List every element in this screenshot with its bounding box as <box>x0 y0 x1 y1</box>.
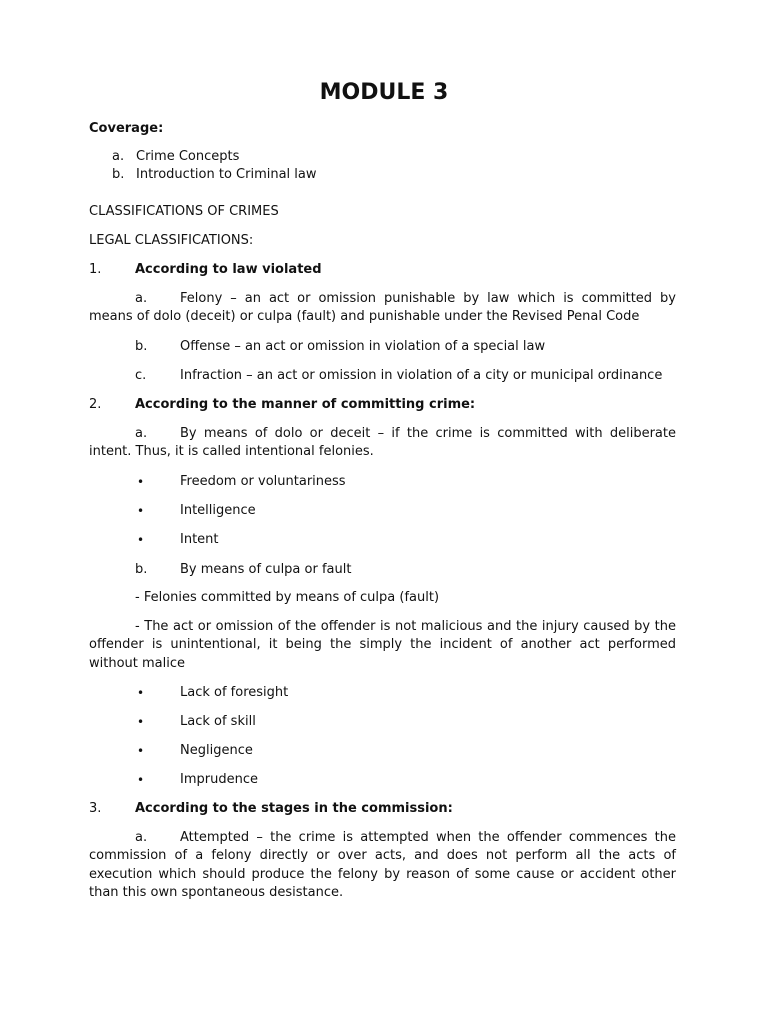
coverage-item-a: Crime Concepts <box>136 149 240 164</box>
s2-bullet-a-2: Intent <box>180 532 219 547</box>
s2-b-marker: b. <box>135 562 148 577</box>
bullet-icon: • <box>137 686 145 700</box>
s1-c-marker: c. <box>135 368 147 383</box>
s2-a-marker: a. <box>135 426 148 441</box>
section-heading-legal: LEGAL CLASSIFICATIONS: <box>89 233 254 248</box>
section-heading-classifications: CLASSIFICATIONS OF CRIMES <box>89 204 279 219</box>
s2-bullet-b-1: Lack of skill <box>180 714 256 729</box>
s3-title: According to the stages in the commission: <box>135 801 453 816</box>
s2-bullet-b-3: Imprudence <box>180 772 258 787</box>
s2-note-1: - Felonies committed by means of culpa (fault) <box>135 590 440 605</box>
coverage-item-marker-b: b. <box>112 167 125 182</box>
s1-item-a <box>89 290 676 327</box>
bullet-icon: • <box>137 533 145 547</box>
s3-a-marker: a. <box>135 830 148 845</box>
s1-b-marker: b. <box>135 339 148 354</box>
bullet-icon: • <box>137 504 145 518</box>
s2-bullet-a-0: Freedom or voluntariness <box>180 474 346 489</box>
s2-b-text: By means of culpa or fault <box>180 562 352 577</box>
bullet-icon: • <box>137 715 145 729</box>
bullet-icon: • <box>137 773 145 787</box>
coverage-item-b: Introduction to Criminal law <box>136 167 317 182</box>
bullet-icon: • <box>137 475 145 489</box>
s1-a-text: Felony – an act or omission punishable by law which is committed by means of dolo (deceit) or culpa (fault) and punishable under the Revised Penal Code <box>89 291 676 325</box>
s2-note-2-text: - The act or omission of the offender is not malicious and the injury caused by the offender is unintentional, it being the simply the incident of another act performed without malice <box>89 619 676 671</box>
page-title: MODULE 3 <box>319 80 449 105</box>
s2-bullet-b-2: Negligence <box>180 743 253 758</box>
s2-title: According to the manner of committing crime: <box>135 397 476 412</box>
s3-number: 3. <box>89 801 102 816</box>
s1-number: 1. <box>89 262 102 277</box>
s2-item-a <box>89 425 676 462</box>
s1-a-marker: a. <box>135 291 148 306</box>
bullet-icon: • <box>137 744 145 758</box>
s2-number: 2. <box>89 397 102 412</box>
s1-title: According to law violated <box>135 262 322 277</box>
s2-bullet-b-0: Lack of foresight <box>180 685 289 700</box>
s1-b-text: Offense – an act or omission in violation of a special law <box>180 339 546 354</box>
s3-item-a <box>89 829 676 902</box>
s1-c-text: Infraction – an act or omission in violation of a city or municipal ordinance <box>180 368 663 383</box>
coverage-item-marker-a: a. <box>112 149 125 164</box>
coverage-label: Coverage: <box>89 121 164 136</box>
s3-a-text: Attempted – the crime is attempted when the offender commences the commission of a felony directly or over acts, and does not perform all the acts of execution which should produce the felony by reason of some cause or accident other than this own spontaneous desistance. <box>89 830 676 900</box>
s2-note-2 <box>89 618 676 673</box>
s2-bullet-a-1: Intelligence <box>180 503 256 518</box>
s2-a-text: By means of dolo or deceit – if the crime is committed with deliberate intent. Thus, it is called intentional felonies. <box>89 426 676 460</box>
